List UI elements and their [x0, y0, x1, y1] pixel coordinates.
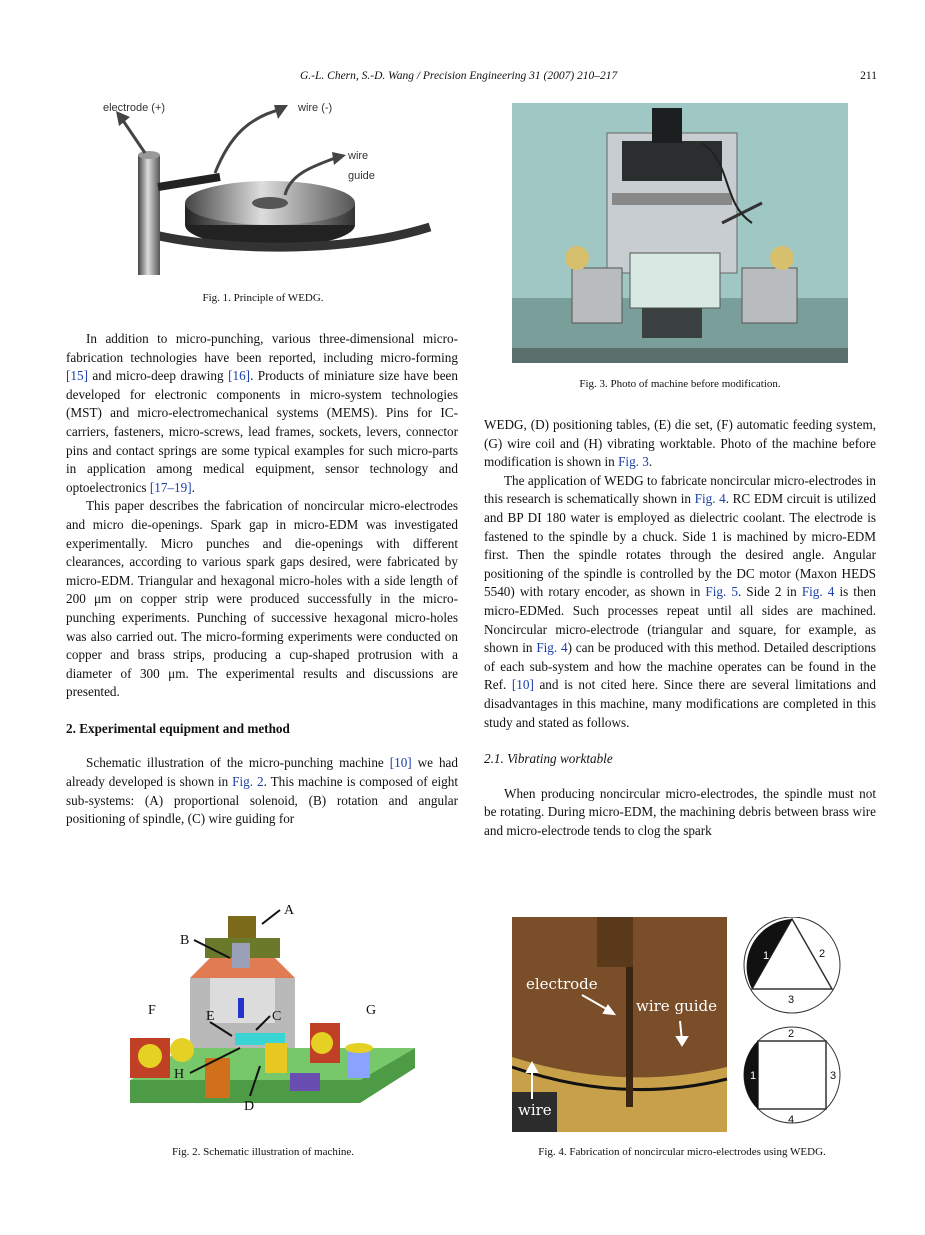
- fig4-noncircular-electrodes: [512, 917, 852, 1132]
- fig2-label-d: D: [244, 1099, 255, 1114]
- figure-link[interactable]: Fig. 5: [705, 584, 738, 600]
- right-paragraph-3: When producing noncircular micro-electrodes, the spindle must not be rotating. During micro-EDM, the machining debris between brass wire and micro-electrode tends to clog the spark: [484, 785, 876, 838]
- citation-link[interactable]: [10]: [389, 755, 412, 771]
- fig1-label-wire-guide-2: guide: [348, 170, 375, 182]
- fig4-square-side-3: 3: [830, 1070, 837, 1082]
- fig1-label-wire-guide-1: wire: [348, 150, 369, 162]
- figure-link[interactable]: Fig. 4: [536, 640, 568, 656]
- fig2-caption: Fig. 2. Schematic illustration of machine.: [171, 1146, 355, 1158]
- figure-link[interactable]: Fig. 3: [618, 454, 649, 470]
- fig2-label-a: A: [284, 903, 295, 918]
- left-paragraph-2: This paper describes the fabrication of noncircular micro-electrodes and micro die-openings. Spark gap in micro-EDM was investigated experimentally. Micro punches and die-openings with different clearances, according to various spark gaps desired, were fabricated by micro-EDM. Triangular and hexagonal micro-holes with a side length of 200 μm on copper strip were produced successfully in the micro-punching experiments. Punching of successive hexagonal micro-holes was also carried out. The micro-forming experiments were conducted on copper and brass strips, producing a cup-shaped protrusion with a diameter of 300 μm. The experimental results and discussions are presented.: [66, 498, 458, 700]
- left-column: [66, 330, 458, 829]
- text-run: WEDG, (D) positioning tables, (E) die set, (F) automatic feeding system, (G) wire coil and (H) vibrating worktable. Photo of the machine before modification is shown in: [484, 417, 876, 470]
- fig2-machine-schematic: [110, 898, 420, 1116]
- citation-link[interactable]: [16]: [228, 368, 251, 384]
- citation-link[interactable]: [17–19]: [149, 479, 192, 495]
- fig4-label-wire: wire: [518, 1101, 552, 1119]
- text-run: . Side 2 in: [737, 584, 802, 600]
- text-run: The application of WEDG to fabricate noncircular micro-electrodes in this research is schematically shown in: [484, 472, 876, 507]
- citation-link[interactable]: [15]: [66, 368, 88, 384]
- fig4-triangle-side-3: 3: [788, 994, 795, 1006]
- fig4-label-wire-guide: wire guide: [636, 997, 717, 1015]
- citation-link[interactable]: [10]: [511, 677, 534, 693]
- text-run: .: [191, 479, 195, 495]
- fig2-label-h: H: [174, 1067, 185, 1082]
- page-number: 211: [860, 70, 877, 82]
- fig4-square-side-2: 2: [788, 1028, 795, 1040]
- fig4-square-side-1: 1: [750, 1070, 757, 1082]
- text-run: . RC EDM circuit is utilized and BP DI 180 water is employed as dielectric coolant. The electrode is fastened to the spindle by a chuck. Side 1 is machined by micro-EDM first. Then the spindle rotates through the desired angle. Angular positioning of the spindle is controlled by the DC motor (Maxon HEDS 5540) with rotary encoder, as shown in: [484, 491, 876, 600]
- left-paragraph-1: [66, 330, 458, 497]
- right-column: [484, 416, 876, 840]
- fig4-square-side-4: 4: [788, 1114, 795, 1126]
- fig2-label-g: G: [366, 1003, 377, 1018]
- figure-link[interactable]: Fig. 4: [694, 491, 726, 507]
- fig2-label-b: B: [180, 933, 190, 948]
- figure-link[interactable]: Fig. 4: [801, 584, 835, 600]
- fig4-triangle-side-1: 1: [763, 950, 770, 962]
- figure-link[interactable]: Fig. 2: [232, 774, 264, 790]
- right-paragraph-1: [484, 416, 876, 472]
- left-paragraph-3: [66, 754, 458, 828]
- fig1-wedg-principle: [100, 95, 435, 280]
- text-run: we had already developed is shown in: [66, 755, 458, 790]
- fig4-triangle-side-2: 2: [819, 948, 826, 960]
- text-run: .: [648, 454, 653, 470]
- fig3-machine-photo: [512, 103, 848, 363]
- fig3-caption: Fig. 3. Photo of machine before modification.: [579, 378, 781, 390]
- fig4-caption: Fig. 4. Fabrication of noncircular micro-electrodes using WEDG.: [538, 1146, 826, 1158]
- text-run: . Products of miniature size have been developed for electronic components in micro-system technologies (MST) and micro-electromechanical systems (MEMS). Pins for IC-carriers, fasteners, micro-screws, lead frames, sockets, levers, connector pins and contact springs are some typical examples for such micro-parts in application among medical equipment, sensor technology and optoelectronics: [66, 368, 458, 495]
- running-title: G.-L. Chern, S.-D. Wang / Precision Engineering 31 (2007) 210–217: [300, 70, 618, 82]
- fig2-label-c: C: [272, 1009, 282, 1024]
- fig2-label-e: E: [206, 1009, 215, 1024]
- fig1-caption: Fig. 1. Principle of WEDG.: [202, 292, 324, 304]
- fig1-label-electrode: electrode (+): [103, 102, 166, 114]
- text-run: and micro-deep drawing: [87, 368, 229, 384]
- section-heading: 2. Experimental equipment and method: [66, 720, 290, 736]
- fig1-label-wire: wire (-): [298, 102, 333, 114]
- running-header: [0, 70, 925, 88]
- text-run: . This machine is composed of eight sub-systems: (A) proportional solenoid, (B) rotation and angular positioning of spindle, (C) wire guiding for: [66, 774, 458, 827]
- fig4-label-electrode: electrode: [526, 975, 598, 993]
- text-run: is then micro-EDMed. Such processes repeat until all sides are machined. Noncircular micro-electrode (triangular and square, for example, as shown in: [484, 584, 877, 656]
- text-run: In addition to micro-punching, various three-dimensional micro-fabrication technologies have been reported, including micro-forming: [66, 331, 458, 365]
- text-run: Schematic illustration of the micro-punching machine: [86, 755, 390, 771]
- subsection-heading: 2.1. Vibrating worktable: [484, 751, 613, 767]
- text-run: ) can be produced with this method. Detailed descriptions of each sub-system and how the machine operates can be found in the Ref.: [484, 640, 876, 693]
- fig2-label-f: F: [148, 1003, 156, 1018]
- right-paragraph-2: [484, 472, 876, 732]
- text-run: and is not cited here. Since there are several limitations and disadvantages in this machine, many modifications are completed in this study and stated as follows.: [484, 677, 876, 730]
